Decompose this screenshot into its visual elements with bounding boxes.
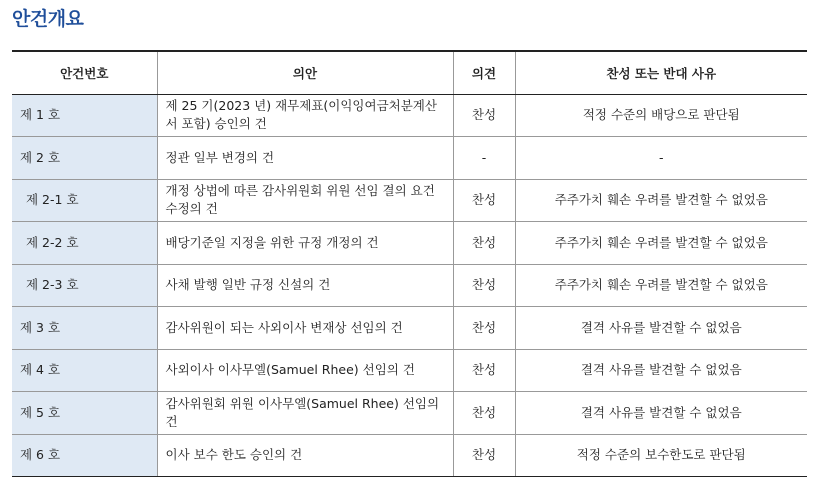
table-header-row [12, 51, 807, 94]
agenda-no-cell: 제 4 호 [12, 349, 157, 392]
header-reason: 찬성 또는 반대 사유 [515, 51, 807, 94]
table-row [12, 94, 807, 137]
table-row [12, 307, 807, 350]
agenda-cell: 사외이사 이사무엘(Samuel Rhee) 선임의 건 [157, 349, 453, 392]
agenda-no-cell: 제 2 호 [12, 137, 157, 180]
page-title: 안건개요 [12, 8, 84, 30]
header-agenda: 의안 [157, 51, 453, 94]
agenda-no-cell: 제 6 호 [12, 434, 157, 477]
table-row [12, 179, 807, 222]
table-row [12, 222, 807, 265]
agenda-cell: 개정 상법에 따른 감사위원회 위원 선임 결의 요건 수정의 건 [157, 179, 453, 222]
reason-cell: 주주가치 훼손 우려를 발견할 수 없었음 [515, 222, 807, 265]
agenda-no-cell: 제 3 호 [12, 307, 157, 350]
table-row [12, 264, 807, 307]
reason-cell: 결격 사유를 발견할 수 없었음 [515, 349, 807, 392]
agenda-no-cell: 제 2-1 호 [12, 179, 157, 222]
reason-cell: 결격 사유를 발견할 수 없었음 [515, 392, 807, 435]
reason-cell: 적정 수준의 보수한도로 판단됨 [515, 434, 807, 477]
agenda-cell: 이사 보수 한도 승인의 건 [157, 434, 453, 477]
opinion-cell: - [453, 137, 515, 180]
table-row [12, 434, 807, 477]
table-row [12, 392, 807, 435]
reason-cell: 주주가치 훼손 우려를 발견할 수 없었음 [515, 264, 807, 307]
reason-cell: 결격 사유를 발견할 수 없었음 [515, 307, 807, 350]
opinion-cell: 찬성 [453, 222, 515, 265]
table-row [12, 349, 807, 392]
agenda-no-cell: 제 5 호 [12, 392, 157, 435]
reason-cell: - [515, 137, 807, 180]
agenda-no-cell: 제 2-2 호 [12, 222, 157, 265]
reason-cell: 적정 수준의 배당으로 판단됨 [515, 94, 807, 137]
opinion-cell: 찬성 [453, 349, 515, 392]
agenda-no-cell: 제 1 호 [12, 94, 157, 137]
opinion-cell: 찬성 [453, 392, 515, 435]
header-agenda-no: 안건번호 [12, 51, 157, 94]
agenda-no-cell: 제 2-3 호 [12, 264, 157, 307]
table-row [12, 137, 807, 180]
opinion-cell: 찬성 [453, 307, 515, 350]
opinion-cell: 찬성 [453, 94, 515, 137]
opinion-cell: 찬성 [453, 264, 515, 307]
header-opinion: 의견 [453, 51, 515, 94]
agenda-cell: 사채 발행 일반 규정 신설의 건 [157, 264, 453, 307]
reason-cell: 주주가치 훼손 우려를 발견할 수 없었음 [515, 179, 807, 222]
agenda-cell: 감사위원이 되는 사외이사 변재상 선임의 건 [157, 307, 453, 350]
agenda-cell: 제 25 기(2023 년) 재무제표(이익잉여금처분계산서 포함) 승인의 건 [157, 94, 453, 137]
opinion-cell: 찬성 [453, 179, 515, 222]
agenda-cell: 정관 일부 변경의 건 [157, 137, 453, 180]
agenda-table [12, 50, 807, 477]
agenda-cell: 감사위원회 위원 이사무엘(Samuel Rhee) 선임의 건 [157, 392, 453, 435]
agenda-cell: 배당기준일 지정을 위한 규정 개정의 건 [157, 222, 453, 265]
opinion-cell: 찬성 [453, 434, 515, 477]
